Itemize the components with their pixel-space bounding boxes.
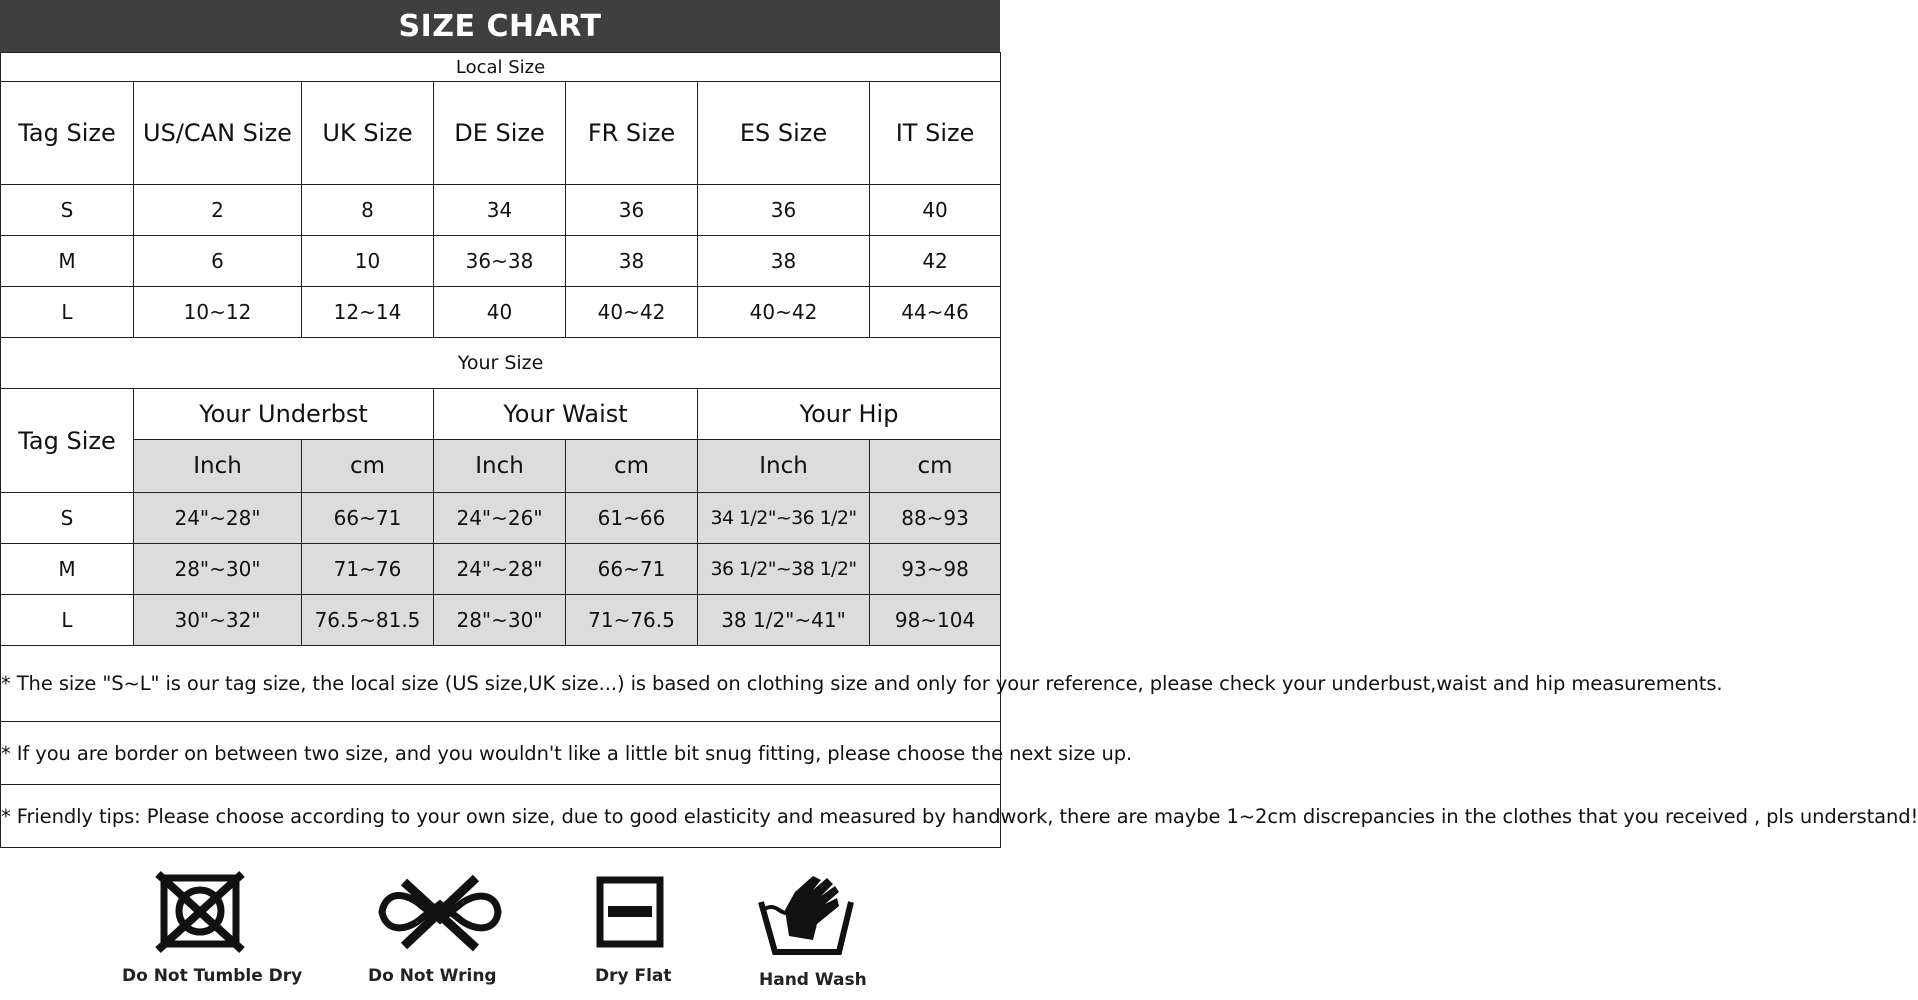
local-size-title: Local Size xyxy=(1,53,1001,82)
care-item-tumble xyxy=(122,870,303,986)
page-title: SIZE CHART xyxy=(0,0,1000,52)
hand-wash-icon xyxy=(755,870,855,962)
care-label: Do Not Wring xyxy=(368,966,497,986)
column-header: Tag Size xyxy=(1,82,134,185)
table-cell: 36 xyxy=(698,185,870,236)
table-cell: 40~42 xyxy=(698,287,870,338)
waist-header: Your Waist xyxy=(434,389,698,440)
unit-header: Inch xyxy=(134,440,302,493)
table-cell: 8 xyxy=(302,185,434,236)
unit-header: cm xyxy=(870,440,1001,493)
column-header: US/CAN Size xyxy=(134,82,302,185)
table-cell: 40 xyxy=(434,287,566,338)
care-item-dry-flat xyxy=(590,870,672,986)
table-cell: 28"~30" xyxy=(434,595,566,646)
table-cell: 38 xyxy=(566,236,698,287)
table-cell: 44~46 xyxy=(870,287,1001,338)
table-cell: 2 xyxy=(134,185,302,236)
your-size-group-row xyxy=(1,389,1001,440)
table-row xyxy=(1,236,1001,287)
your-size-title: Your Size xyxy=(1,338,1001,389)
table-cell: S xyxy=(1,493,134,544)
care-instructions xyxy=(0,870,1000,1000)
care-label: Hand Wash xyxy=(759,970,867,990)
table-cell: 98~104 xyxy=(870,595,1001,646)
table-cell: 40~42 xyxy=(566,287,698,338)
table-cell: 24"~28" xyxy=(134,493,302,544)
unit-header: Inch xyxy=(698,440,870,493)
table-cell: 30"~32" xyxy=(134,595,302,646)
table-cell: 66~71 xyxy=(566,544,698,595)
care-item-wring xyxy=(368,870,505,986)
care-label: Do Not Tumble Dry xyxy=(122,966,303,986)
table-cell: 6 xyxy=(134,236,302,287)
table-cell: S xyxy=(1,185,134,236)
note-row xyxy=(1,646,1001,722)
care-label: Dry Flat xyxy=(595,966,672,986)
table-cell: 88~93 xyxy=(870,493,1001,544)
your-size-title-row xyxy=(1,338,1001,389)
local-size-header-row xyxy=(1,82,1001,185)
table-cell: 36~38 xyxy=(434,236,566,287)
unit-header: cm xyxy=(566,440,698,493)
table-row xyxy=(1,185,1001,236)
unit-header: cm xyxy=(302,440,434,493)
table-cell: 10~12 xyxy=(134,287,302,338)
table-row xyxy=(1,544,1001,595)
note-row xyxy=(1,785,1001,848)
column-header: ES Size xyxy=(698,82,870,185)
table-cell: 10 xyxy=(302,236,434,287)
table-cell: 93~98 xyxy=(870,544,1001,595)
table-cell: 42 xyxy=(870,236,1001,287)
local-size-title-row xyxy=(1,53,1001,82)
column-header: DE Size xyxy=(434,82,566,185)
column-header: UK Size xyxy=(302,82,434,185)
column-header: FR Size xyxy=(566,82,698,185)
tag-size-header: Tag Size xyxy=(1,389,134,493)
note-row xyxy=(1,722,1001,785)
hip-header: Your Hip xyxy=(698,389,1001,440)
table-cell: 40 xyxy=(870,185,1001,236)
underbust-header: Your Underbst xyxy=(134,389,434,440)
table-cell: 71~76.5 xyxy=(566,595,698,646)
table-cell: 34 xyxy=(434,185,566,236)
note-text: * If you are border on between two size, and you wouldn't like a little bit snug fitting, please choose the next size up. xyxy=(1,722,1001,785)
table-row xyxy=(1,595,1001,646)
table-cell: 12~14 xyxy=(302,287,434,338)
table-cell: M xyxy=(1,236,134,287)
do-not-tumble-dry-icon xyxy=(152,870,248,954)
table-cell: 34 1/2"~36 1/2" xyxy=(698,493,870,544)
table-cell: L xyxy=(1,287,134,338)
table-cell: 24"~28" xyxy=(434,544,566,595)
column-header: IT Size xyxy=(870,82,1001,185)
table-cell: 28"~30" xyxy=(134,544,302,595)
dry-flat-icon xyxy=(590,870,670,954)
do-not-wring-icon xyxy=(376,870,504,954)
table-cell: M xyxy=(1,544,134,595)
care-item-hand-wash xyxy=(755,870,867,990)
table-cell: 71~76 xyxy=(302,544,434,595)
table-cell: 38 xyxy=(698,236,870,287)
note-text: * Friendly tips: Please choose according to your own size, due to good elasticity and measured by handwork, there are maybe 1~2cm discrepancies in the clothes that you received , pls understand! xyxy=(1,785,1001,848)
table-cell: 36 1/2"~38 1/2" xyxy=(698,544,870,595)
table-row xyxy=(1,287,1001,338)
note-text: * The size "S~L" is our tag size, the local size (US size,UK size...) is based on clothing size and only for your reference, please check your underbust,waist and hip measurements. xyxy=(1,646,1001,722)
table-cell: 36 xyxy=(566,185,698,236)
table-row xyxy=(1,493,1001,544)
table-cell: 76.5~81.5 xyxy=(302,595,434,646)
unit-header: Inch xyxy=(434,440,566,493)
size-chart-table xyxy=(0,52,1918,848)
table-cell: 66~71 xyxy=(302,493,434,544)
table-cell: 38 1/2"~41" xyxy=(698,595,870,646)
table-cell: 24"~26" xyxy=(434,493,566,544)
your-size-unit-row xyxy=(1,440,1001,493)
table-cell: 61~66 xyxy=(566,493,698,544)
table-cell: L xyxy=(1,595,134,646)
